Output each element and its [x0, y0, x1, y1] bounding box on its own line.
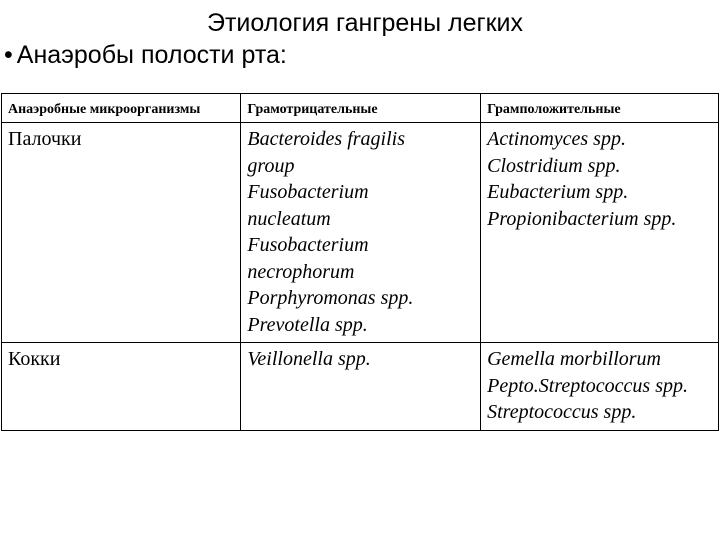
species-name: Fusobacterium: [247, 234, 369, 256]
species-name: group: [247, 154, 295, 177]
species-name: Propionibacterium spp.: [487, 207, 677, 230]
species-name: Clostridium spp.: [487, 154, 621, 177]
species-name: necrophorum: [247, 260, 355, 283]
header-gram-positive: Грамположительные: [481, 94, 719, 123]
etiology-table: [1, 93, 719, 431]
species-name: Actinomyces spp.: [487, 128, 626, 150]
rods-gram-negative-cell: [241, 123, 481, 343]
bullet-heading-text: Анаэробы полости рта:: [16, 41, 287, 69]
group-rods: Палочки: [2, 123, 241, 343]
species-name: Streptococcus spp.: [487, 401, 637, 423]
bullet-heading: [4, 40, 287, 70]
species-name: Fusobacterium: [247, 181, 369, 203]
cocci-gram-negative-cell: [241, 343, 481, 431]
table-row-rods: [2, 123, 719, 343]
species-name: Porphyromonas spp.: [247, 287, 414, 309]
table-row-cocci: [2, 343, 719, 431]
group-cocci: Кокки: [2, 343, 241, 431]
cocci-gram-positive-cell: [481, 343, 719, 431]
header-microorganisms: Анаэробные микроорганизмы: [2, 94, 241, 123]
species-name: Eubacterium spp.: [487, 181, 629, 203]
rods-gram-positive-cell: [481, 123, 719, 343]
species-name: Veillonella spp.: [247, 348, 371, 370]
species-name: Pepto.Streptococcus spp.: [487, 374, 688, 397]
table-header-row: [2, 94, 719, 123]
species-name: Prevotella spp.: [247, 313, 368, 336]
header-gram-negative: Грамотрицательные: [241, 94, 481, 123]
slide-title: Этиология гангрены легких: [206, 9, 523, 37]
species-name: Gemella morbillorum: [487, 348, 661, 370]
species-name: Bacteroides fragilis: [247, 128, 405, 150]
bullet-marker: •: [4, 41, 13, 69]
species-name: nucleatum: [247, 207, 331, 230]
